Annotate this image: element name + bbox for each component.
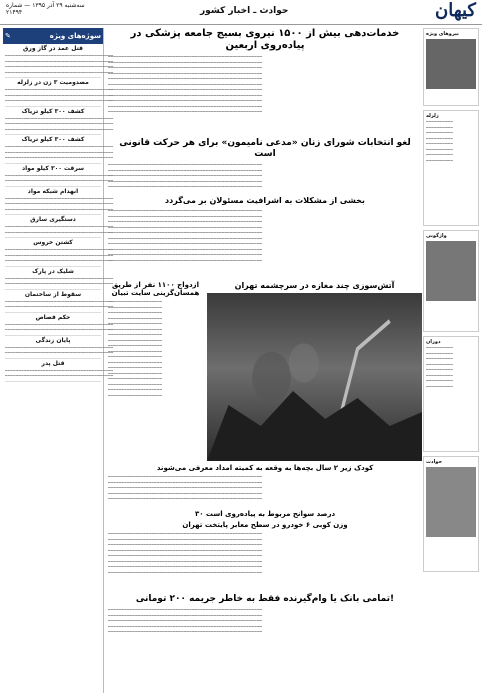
right-box [423,230,479,332]
left-banner [3,28,103,44]
right-box: زلزله ━━━━━━━━━━ ━━━━━━━━━━ ━━━━━━━━━━ ━━━━━━━━━━ ━━━━━━━━━━ ━━━━━━━━━━ ━━━━━━━━━━ ━━━━━━━━━━ [423,110,479,226]
left-item-title: سرقت ۳۰۰ کیلو مواد [22,164,84,172]
right-box: دوران ━━━━━━━━━━ ━━━━━━━━━━ ━━━━━━━━━━ ━━━━━━━━━━ ━━━━━━━━━━ ━━━━━━━━━━ ━━━━━━━━━━ ━━━━━━━━━━ [423,336,479,452]
left-item-title: سقوط از ساختمان [24,290,82,298]
bottom-headline: تمامی بانک یا وام‌گیرنده فقط به خاطر جریمه ۲۰۰ تومانی! [135,594,395,604]
side-story: ازدواج ۱۱۰۰ نفر از طریق همسان‌گزینی سایت تبیان ━━━━━━━━━━━━━━━━━━━━ ━━━━━━━━━━━━━━━━━━━━ ━━━━━━━━━━━━━━━━━━━━ ━━━━━━━━━━━━━━━━━━━━ ━━━━━━━━━━━━━━━━━━━━ ━━━━━━━━━━━━━━━━━━━━ ━━━━━━━━━━━━━━━━━━━━ ━━━━━━━━━━━━━━━━━━━━ ━━━━━━━━━━━━━━━━━━━━ ━━━━━━━━━━━━━━━━━━━━ ━━━━━━━━━━━━━━━━━━━━ ━━━━━━━━━━━━━━━━━━━━ ━━━━━━━━━━━━━━━━━━━━ ━━━━━━━━━━━━━━━━━━━━ ━━━━━━━━━━━━━━━━━━━━ ━━━━━━━━━━━━━━━━━━━━ ━━━━━━━━━━━━━━━━━━━━ ━━━━━━━━━━━━━━━━━━━━ [108,281,203,461]
photo-story [207,281,422,461]
tertiary-headline: بخشی از مشکلات به اشرافیت مسئولان بر می‌گردد [165,196,365,205]
newspaper-logo: کیهان [434,0,476,21]
left-item-title: دستگیری سارق [30,216,76,223]
left-item-title: حکم قصاص [35,313,71,321]
right-box-title: حوادث [426,459,443,465]
right-box-title: دوران [426,339,441,345]
right-photo [426,241,476,301]
left-banner-title: سوژه‌های ویژه [49,32,101,40]
masthead [0,0,482,25]
left-item-title: قتل عمد در گاز ورق [23,45,83,52]
right-photo [426,467,476,537]
side-headline: ازدواج ۱۱۰۰ نفر از طریق همسان‌گزینی سایت تبیان [111,281,200,297]
mid-headline: کودک زیر ۲ سال بچه‌ها به وقعه به کمیته امداد معرفی می‌شوند [156,464,374,472]
lead-headline: خدمات‌دهی بیش از ۱۵۰۰ نیروی بسیج جامعه پزشکی در پیاده‌روی اربعین [130,28,400,51]
left-item-title: کشف ۳۰۰ کیلو تریاک [21,136,85,143]
right-box-title: واژگونی [426,233,447,239]
issue-info: سه‌شنبه ۲۹ آذر ۱۳۹۵ — شماره ۲۱۴۹۴ [6,2,85,16]
right-photo [426,39,476,89]
right-bottom-headline: وزن کوبی ۶ خودرو در سطح معابر پایتخت تهران [182,521,348,529]
right-column [423,28,479,693]
fire-scene-illustration [207,293,422,461]
left-item-title: قتل پدر [41,359,65,367]
left-column: ✎ سوژه‌های ویژه قتل عمد در گاز ورق ━━━━━━━━━━━━━━━━━━━━━━━━━━━━━━━━━━━━━━━━ ━━━━━━━━━━━━━━━━━━━━━━━━━━━━━━━━━━━━━━━━ ━━━━━━━━━━━━━━━━━━━━━━━━━━━━━━━━━━━━━━━━ ━━━━━━━━━━━━━━━━━━━━━━━━━━━━━━━━━━━━━━━━ مصدومیت ۳ زن در زلزله ━━━━━━━━━━━━━━━━━━━━━━━━━━━━━━━━━━━━━━━━ ━━━━━━━━━━━━━━━━━━━━━━━━━━━━━━━━━━━━━━━━ ━━━━━━━━━━━━━━━━━━━━━━━━━━━━━━━━━━━━━━━━ کشف ۳۰۰ کیلو تریاک ━━━━━━━━━━━━━━━━━━━━━━━━━━━━━━━━━━━━━━━━ ━━━━━━━━━━━━━━━━━━━━━━━━━━━━━━━━━━━━━━━━ ━━━━━━━━━━━━━━━━━━━━━━━━━━━━━━━━━━━━━━━━ کشف ۳۰۰ کیلو تریاک ━━━━━━━━━━━━━━━━━━━━━━━━━━━━━━━━━━━━━━━━ ━━━━━━━━━━━━━━━━━━━━━━━━━━━━━━━━━━━━━━━━ ━━━━━━━━━━━━━━━━━━━━━━━━━━━━━━━━━━━━━━━━ سرقت ۳۰۰ کیلو مواد ━━━━━━━━━━━━━━━━━━━━━━━━━━━━━━━━━━━━━━━━ ━━━━━━━━━━━━━━━━━━━━━━━━━━━━━━━━━━━━━━━━ انهدام شبکه مواد ━━━━━━━━━━━━━━━━━━━━━━━━━━━━━━━━━━━━━━━━ ━━━━━━━━━━━━━━━━━━━━━━━━━━━━━━━━━━━━━━━━ ━━━━━━━━━━━━━━━━━━━━━━━━━━━━━━━━━━━━━━━━ دستگیری سارق ━━━━━━━━━━━━━━━━━━━━━━━━━━━━━━━━━━━━━━━━ ━━━━━━━━━━━━━━━━━━━━━━━━━━━━━━━━━━━━━━━━ کشتن خروس ━━━━━━━━━━━━━━━━━━━━━━━━━━━━━━━━━━━━━━━━ ━━━━━━━━━━━━━━━━━━━━━━━━━━━━━━━━━━━━━━━━ ━━━━━━━━━━━━━━━━━━━━━━━━━━━━━━━━━━━━━━━━ شلیک در پارک ━━━━━━━━━━━━━━━━━━━━━━━━━━━━━━━━━━━━━━━━ ━━━━━━━━━━━━━━━━━━━━━━━━━━━━━━━━━━━━━━━━ سقوط از ساختمان ━━━━━━━━━━━━━━━━━━━━━━━━━━━━━━━━━━━━━━━━ ━━━━━━━━━━━━━━━━━━━━━━━━━━━━━━━━━━━━━━━━ حکم قصاص ━━━━━━━━━━━━━━━━━━━━━━━━━━━━━━━━━━━━━━━━ ━━━━━━━━━━━━━━━━━━━━━━━━━━━━━━━━━━━━━━━━ پایان زندگی ━━━━━━━━━━━━━━━━━━━━━━━━━━━━━━━━━━━━━━━━ ━━━━━━━━━━━━━━━━━━━━━━━━━━━━━━━━━━━━━━━━ قتل پدر ━━━━━━━━━━━━━━━━━━━━━━━━━━━━━━━━━━━━━━━━ ━━━━━━━━━━━━━━━━━━━━━━━━━━━━━━━━━━━━━━━━ [3,28,104,693]
secondary-headline: لغو انتخابات شورای زنان «مدعی نامیمون» برای هر حرکت قانونی است [119,138,411,159]
left-item-title: مصدومیت ۳ زن در زلزله [17,79,89,86]
left-item-title: کشف ۳۰۰ کیلو تریاک [21,107,85,115]
left-item-title: شلیک در پارک [32,267,74,275]
right-box-title: نیروهای ویژه [426,31,459,37]
left-item-title: انهدام شبکه مواد [27,187,79,195]
sub-bottom-headline: ۳۰ درصد سوانح مربوط به پیاده‌روی است [194,510,336,518]
photo-headline: آتش‌سوزی چند مغازه در سرچشمه تهران [234,281,395,290]
right-box [423,28,479,106]
right-box [423,456,479,572]
section-title: حوادث ـ اخبار کشور [200,6,289,16]
right-box-title: زلزله [426,113,439,119]
main-column: خدمات‌دهی بیش از ۱۵۰۰ نیروی بسیج جامعه پزشکی در پیاده‌روی اربعین ━━━━━━━━━━━━━━━━━━━━━━━━━━━━━━━━━━━━━━━━━━━━━━━━━━━━━━━━━ ━━━━━━━━━━━━━━━━━━━━━━━━━━━━━━━━━━━━━━━━━━━━━━━━━━━━━━━━━ ━━━━━━━━━━━━━━━━━━━━━━━━━━━━━━━━━━━━━━━━━━━━━━━━━━━━━━━━━ ━━━━━━━━━━━━━━━━━━━━━━━━━━━━━━━━━━━━━━━━━━━━━━━━━━━━━━━━━ ━━━━━━━━━━━━━━━━━━━━━━━━━━━━━━━━━━━━━━━━━━━━━━━━━━━━━━━━━ ━━━━━━━━━━━━━━━━━━━━━━━━━━━━━━━━━━━━━━━━━━━━━━━━━━━━━━━━━ ━━━━━━━━━━━━━━━━━━━━━━━━━━━━━━━━━━━━━━━━━━━━━━━━━━━━━━━━━ ━━━━━━━━━━━━━━━━━━━━━━━━━━━━━━━━━━━━━━━━━━━━━━━━━━━━━━━━━ ━━━━━━━━━━━━━━━━━━━━━━━━━━━━━━━━━━━━━━━━━━━━━━━━━━━━━━━━━ ━━━━━━━━━━━━━━━━━━━━━━━━━━━━━━━━━━━━━━━━━━━━━━━━━━━━━━━━━ ━━━━━━━━━━━━━━━━━━━━━━━━━━━━━━━━━━━━━━━━━━━━━━━━━━━━━━━━━ لغو انتخابات شورای زنان «مدعی نامیمون» برای هر حرکت قانونی است ━━━━━━━━━━━━━━━━━━━━━━━━━━━━━━━━━━━━━━━━━━━━━━━━━━━━━━━━━ ━━━━━━━━━━━━━━━━━━━━━━━━━━━━━━━━━━━━━━━━━━━━━━━━━━━━━━━━━ ━━━━━━━━━━━━━━━━━━━━━━━━━━━━━━━━━━━━━━━━━━━━━━━━━━━━━━━━━ ━━━━━━━━━━━━━━━━━━━━━━━━━━━━━━━━━━━━━━━━━━━━━━━━━━━━━━━━━ ━━━━━━━━━━━━━━━━━━━━━━━━━━━━━━━━━━━━━━━━━━━━━━━━━━━━━━━━━ بخشی از مشکلات به اشرافیت مسئولان بر می‌گردد ━━━━━━━━━━━━━━━━━━━━━━━━━━━━━━━━━━━━━━━━━━━━━━━━━━━━━━━━━ ━━━━━━━━━━━━━━━━━━━━━━━━━━━━━━━━━━━━━━━━━━━━━━━━━━━━━━━━━ ━━━━━━━━━━━━━━━━━━━━━━━━━━━━━━━━━━━━━━━━━━━━━━━━━━━━━━━━━ ━━━━━━━━━━━━━━━━━━━━━━━━━━━━━━━━━━━━━━━━━━━━━━━━━━━━━━━━━ ━━━━━━━━━━━━━━━━━━━━━━━━━━━━━━━━━━━━━━━━━━━━━━━━━━━━━━━━━ ━━━━━━━━━━━━━━━━━━━━━━━━━━━━━━━━━━━━━━━━━━━━━━━━━━━━━━━━━ ━━━━━━━━━━━━━━━━━━━━━━━━━━━━━━━━━━━━━━━━━━━━━━━━━━━━━━━━━ ━━━━━━━━━━━━━━━━━━━━━━━━━━━━━━━━━━━━━━━━━━━━━━━━━━━━━━━━━ ━━━━━━━━━━━━━━━━━━━━━━━━━━━━━━━━━━━━━━━━━━━━━━━━━━━━━━━━━ ━━━━━━━━━━━━━━━━━━━━━━━━━━━━━━━━━━━━━━━━━━━━━━━━━━━━━━━━━ ازدواج ۱۱۰۰ نفر از طریق همسان‌گزینی سایت تبیان ━━━━━━━━━━━━━━━━━━━━ ━━━━━━━━━━━━━━━━━━━━ ━━━━━━━━━━━━━━━━━━━━ ━━━━━━━━━━━━━━━━━━━━ ━━━━━━━━━━━━━━━━━━━━ ━━━━━━━━━━━━━━━━━━━━ ━━━━━━━━━━━━━━━━━━━━ ━━━━━━━━━━━━━━━━━━━━ ━━━━━━━━━━━━━━━━━━━━ ━━━━━━━━━━━━━━━━━━━━ ━━━━━━━━━━━━━━━━━━━━ ━━━━━━━━━━━━━━━━━━━━ ━━━━━━━━━━━━━━━━━━━━ ━━━━━━━━━━━━━━━━━━━━ ━━━━━━━━━━━━━━━━━━━━ ━━━━━━━━━━━━━━━━━━━━ ━━━━━━━━━━━━━━━━━━━━ ━━━━━━━━━━━━━━━━━━━━ آتش‌سوزی چند مغازه در سرچشمه تهران کودک زیر ۲ سال بچه‌ها به وقعه به کمیته امداد معرفی می‌شوند ━━━━━━━━━━━━━━━━━━━━━━━━━━━━━━━━━━━━━━━━━━━━━━━━━━━━━━━━━ ━━━━━━━━━━━━━━━━━━━━━━━━━━━━━━━━━━━━━━━━━━━━━━━━━━━━━━━━━ ━━━━━━━━━━━━━━━━━━━━━━━━━━━━━━━━━━━━━━━━━━━━━━━━━━━━━━━━━ ━━━━━━━━━━━━━━━━━━━━━━━━━━━━━━━━━━━━━━━━━━━━━━━━━━━━━━━━━ ━━━━━━━━━━━━━━━━━━━━━━━━━━━━━━━━━━━━━━━━━━━━━━━━━━━━━━━━━ ۳۰ درصد سوانح مربوط به پیاده‌روی است وزن کوبی ۶ خودرو در سطح معابر پایتخت تهران ━━━━━━━━━━━━━━━━━━━━━━━━━━━━━━━━━━━━━━━━━━━━━━━━━━━━━━━━━ ━━━━━━━━━━━━━━━━━━━━━━━━━━━━━━━━━━━━━━━━━━━━━━━━━━━━━━━━━ ━━━━━━━━━━━━━━━━━━━━━━━━━━━━━━━━━━━━━━━━━━━━━━━━━━━━━━━━━ ━━━━━━━━━━━━━━━━━━━━━━━━━━━━━━━━━━━━━━━━━━━━━━━━━━━━━━━━━ ━━━━━━━━━━━━━━━━━━━━━━━━━━━━━━━━━━━━━━━━━━━━━━━━━━━━━━━━━ ━━━━━━━━━━━━━━━━━━━━━━━━━━━━━━━━━━━━━━━━━━━━━━━━━━━━━━━━━ ━━━━━━━━━━━━━━━━━━━━━━━━━━━━━━━━━━━━━━━━━━━━━━━━━━━━━━━━━ ━━━━━━━━━━━━━━━━━━━━━━━━━━━━━━━━━━━━━━━━━━━━━━━━━━━━━━━━━ تمامی بانک یا وام‌گیرنده فقط به خاطر جریمه ۲۰۰ تومانی! ━━━━━━━━━━━━━━━━━━━━━━━━━━━━━━━━━━━━━━━━━━━━━━━━━━━━━━━━━ ━━━━━━━━━━━━━━━━━━━━━━━━━━━━━━━━━━━━━━━━━━━━━━━━━━━━━━━━━ ━━━━━━━━━━━━━━━━━━━━━━━━━━━━━━━━━━━━━━━━━━━━━━━━━━━━━━━━━ ━━━━━━━━━━━━━━━━━━━━━━━━━━━━━━━━━━━━━━━━━━━━━━━━━━━━━━━━━ ━━━━━━━━━━━━━━━━━━━━━━━━━━━━━━━━━━━━━━━━━━━━━━━━━━━━━━━━━ [108,28,422,693]
pen-icon: ✎ [5,32,11,40]
left-item-title: پایان زندگی [35,336,71,344]
left-item-title: کشتن خروس [33,239,73,246]
fire-photo [207,293,422,461]
